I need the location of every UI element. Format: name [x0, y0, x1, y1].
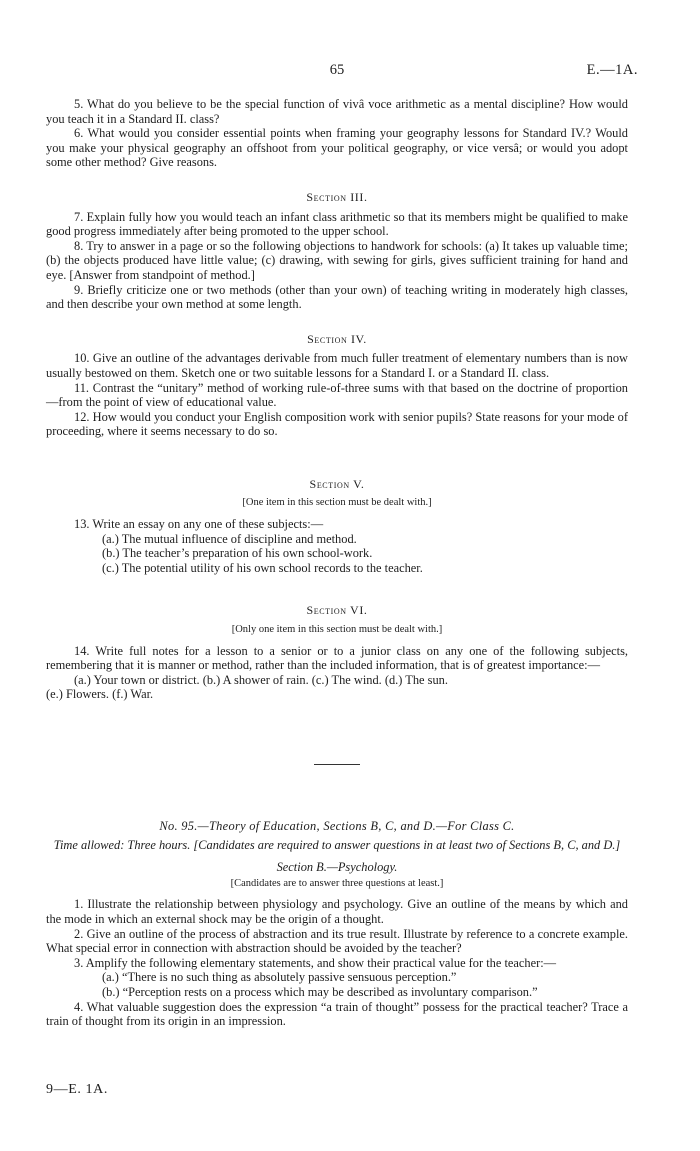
question-b3-item-b: (b.) “Perception rests on a process which may be described as involuntary comparison.” — [102, 984, 538, 999]
section-5-note: [One item in this section must be dealt with.] — [242, 497, 432, 509]
page-body — [46, 97, 628, 1029]
section-heading-4: Section IV. — [307, 331, 367, 346]
question-14-stem: 14. Write full notes for a lesson to a senior or to a junior class on any one of the following subjects, remembering that it is manner or method, rather than the included information, that is of greatest importance:— — [46, 643, 628, 673]
question-b4: 4. What valuable suggestion does the expression “a train of thought” possess for the practical teacher? Trace a train of thought from its origin in an impression. — [46, 999, 628, 1029]
question-6: 6. What would you consider essential points when framing your geography lessons for Standard IV.? Would you make your physical geography an offshoot from your political geography, or vice versâ; or would you adopt some other method? Give reasons. — [46, 126, 628, 170]
document-id: E.—1A. — [586, 62, 638, 78]
question-8: 8. Try to answer in a page or so the following objections to handwork for schools: (a) It takes up valuable time; (b) the objects produced have little value; (c) drawing, with sewing for girls, gives sufficient training for hand and eye. [Answer from standpoint of method.] — [46, 238, 628, 282]
section-b-note: [Candidates are to answer three questions at least.] — [230, 877, 444, 889]
question-9: 9. Briefly criticize one or two methods (other than your own) of teaching writing in moderately high classes, and then describe your own method at some length. — [46, 282, 628, 312]
question-13-item-b: (b.) The teacher’s preparation of his own school-work. — [102, 546, 373, 561]
paper-title: No. 95.—Theory of Education, Sections B, C, and D.—For Class C. — [159, 819, 515, 833]
question-b1: 1. Illustrate the relationship between physiology and psychology. Give an outline of the means by which and the mode in which an external shock may be the origin of a thought. — [46, 897, 628, 926]
question-13-stem: 13. Write an essay on any one of these subjects:— — [74, 517, 324, 532]
question-b3-item-a: (a.) “There is no such thing as absolutely passive sensuous perception.” — [102, 970, 457, 985]
section-heading-5: Section V. — [309, 476, 365, 491]
question-b3-stem: 3. Amplify the following elementary statements, and show their practical value for the teacher:— — [74, 955, 557, 970]
time-allowed-note: [Candidates are required to answer questions in at least two of Sections B, C, and D.] — [193, 837, 621, 852]
section-heading-3: Section III. — [306, 189, 368, 204]
question-13-item-c: (c.) The potential utility of his own school records to the teacher. — [102, 560, 423, 575]
question-11: 11. Contrast the “unitary” method of working rule-of-three sums with that based on the doctrine of proportion—from the point of view of educational value. — [46, 380, 628, 410]
question-7: 7. Explain fully how you would teach an infant class arithmetic so that its members might be qualified to make good progress immediately after being promoted to the upper school. — [46, 209, 628, 239]
time-allowed-label: Time allowed: Three hours. — [53, 837, 191, 852]
question-5: 5. What do you believe to be the special function of vivâ voce arithmetic as a mental discipline? How would you teach it in a Standard II. class? — [46, 97, 628, 126]
section-divider — [314, 764, 360, 765]
question-10: 10. Give an outline of the advantages derivable from much fuller treatment of elementary numbers than is now usually bestowed on them. Sketch one or two suitable lessons for a Standard I. or a Standard II. class. — [46, 351, 628, 380]
question-14-items-line-2: (e.) Flowers. (f.) War. — [46, 687, 154, 702]
question-b2: 2. Give an outline of the process of abstraction and its true result. Illustrate by reference to a concrete example. What special error in connection with abstraction should be avoided by the teacher? — [46, 926, 628, 956]
section-6-note: [Only one item in this section must be dealt with.] — [231, 624, 443, 636]
question-12: 12. How would you conduct your English composition work with senior pupils? State reasons for your mode of proceeding, where it seems necessary to do so. — [46, 409, 628, 439]
section-b-heading: Section B.—Psychology. — [276, 860, 398, 875]
page-number: 65 — [329, 62, 345, 78]
time-allowed — [46, 838, 628, 853]
page-header — [46, 62, 638, 81]
section-heading-6: Section VI. — [306, 603, 368, 618]
question-13-item-a: (a.) The mutual influence of discipline and method. — [102, 531, 357, 546]
page-signature: 9—E. 1A. — [46, 1082, 108, 1097]
question-14-items-line-1: (a.) Your town or district. (b.) A shower of rain. (c.) The wind. (d.) The sun. — [74, 672, 448, 687]
